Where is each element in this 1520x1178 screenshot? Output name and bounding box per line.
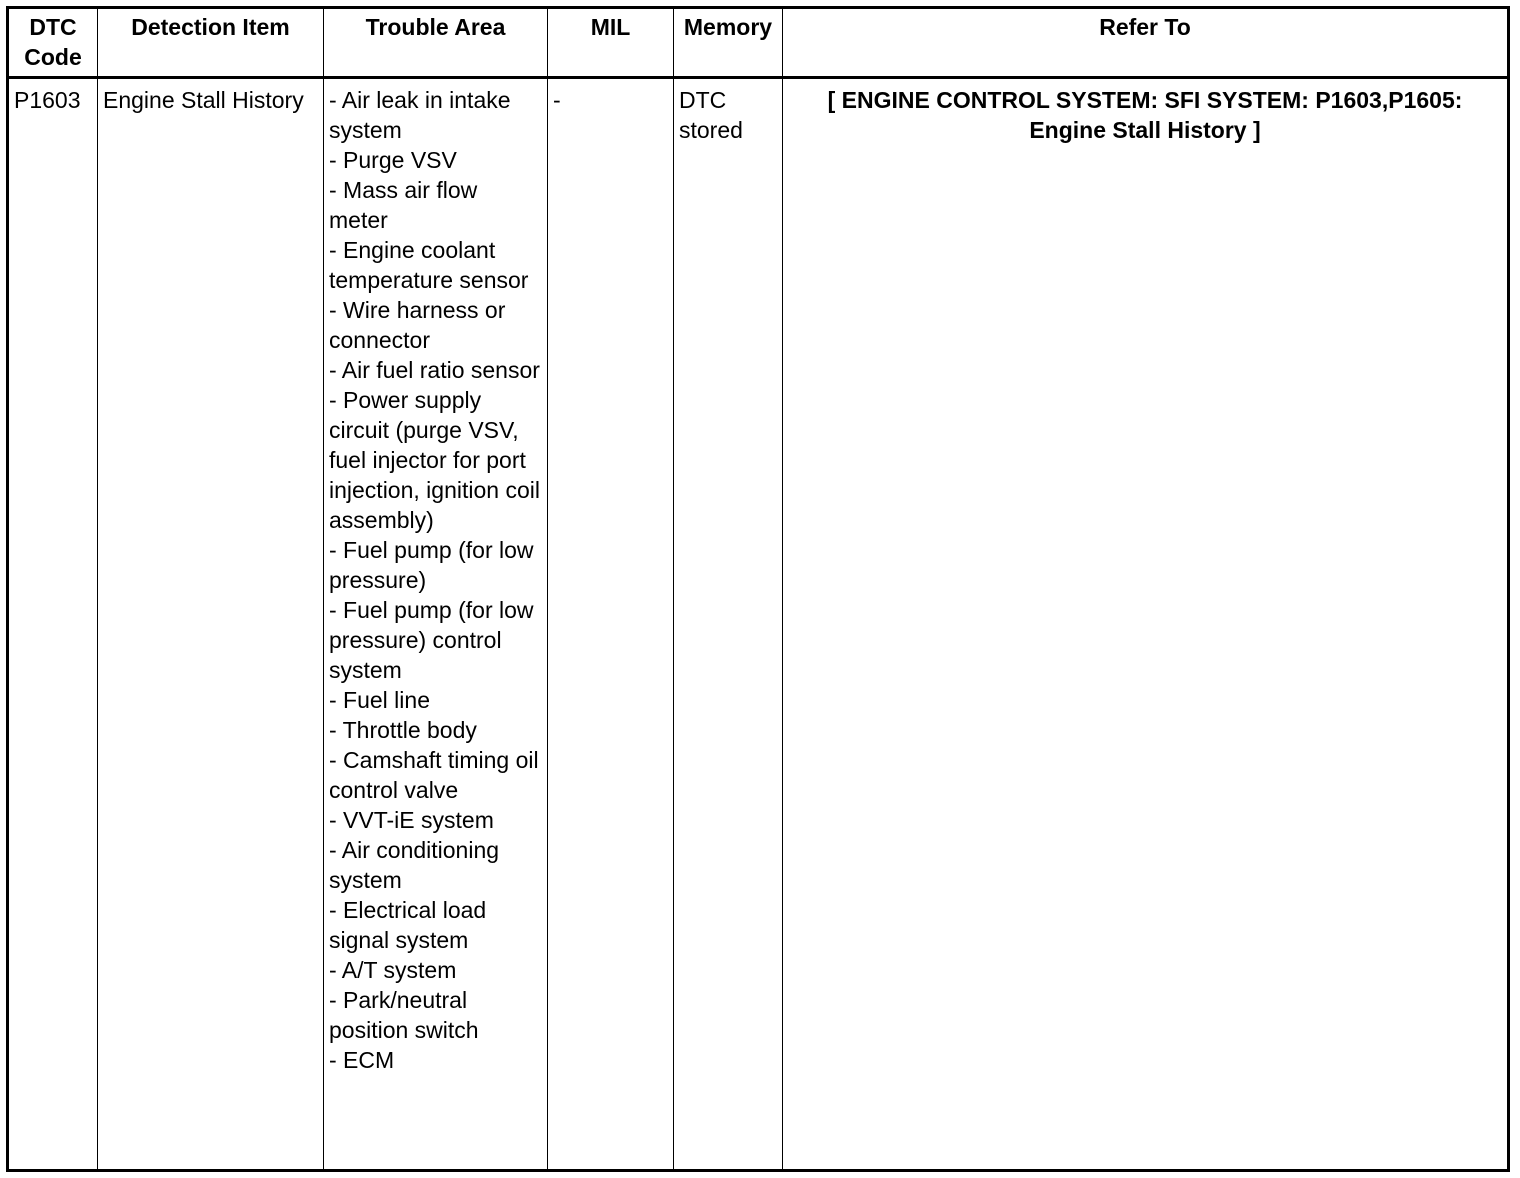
table-row <box>8 78 1509 1171</box>
trouble-area-list <box>329 85 542 1075</box>
cell-dtc-code: P1603 <box>8 78 98 1171</box>
trouble-area-item: - Air leak in intake system <box>329 87 511 143</box>
trouble-area-item: - A/T system <box>329 957 457 983</box>
trouble-area-item: - Mass air flow meter <box>329 177 478 233</box>
trouble-area-item: - Fuel line <box>329 687 430 713</box>
cell-refer-to[interactable] <box>783 78 1509 1171</box>
trouble-area-item: - Park/neutral position switch <box>329 987 479 1043</box>
trouble-area-item: - Power supply circuit (purge VSV, fuel injector for port injection, ignition coil assembly) <box>329 387 540 533</box>
trouble-area-item: - Engine coolant temperature sensor <box>329 237 529 293</box>
trouble-area-item: - Camshaft timing oil control valve <box>329 747 539 803</box>
cell-trouble-area <box>324 78 548 1171</box>
trouble-area-item: - Purge VSV <box>329 147 457 173</box>
cell-detection-item: Engine Stall History <box>98 78 324 1171</box>
trouble-area-item: - Electrical load signal system <box>329 897 487 953</box>
header-row <box>8 8 1509 78</box>
header-memory: Memory <box>674 8 783 78</box>
header-detection-item: Detection Item <box>98 8 324 78</box>
trouble-area-item: - Air fuel ratio sensor <box>329 357 540 383</box>
trouble-area-item: - Fuel pump (for low pressure) control system <box>329 597 534 683</box>
dtc-table <box>6 6 1510 1172</box>
trouble-area-item: - VVT-iE system <box>329 807 494 833</box>
refer-to-link[interactable]: [ ENGINE CONTROL SYSTEM: SFI SYSTEM: P1603,P1605: Engine Stall History ] <box>827 87 1463 143</box>
trouble-area-item: - Fuel pump (for low pressure) <box>329 537 534 593</box>
cell-mil: - <box>548 78 674 1171</box>
header-dtc-code: DTC Code <box>8 8 98 78</box>
header-refer-to: Refer To <box>783 8 1509 78</box>
header-trouble-area: Trouble Area <box>324 8 548 78</box>
trouble-area-item: - Wire harness or connector <box>329 297 506 353</box>
trouble-area-item: - Air conditioning system <box>329 837 500 893</box>
trouble-area-item: - Throttle body <box>329 717 477 743</box>
header-mil: MIL <box>548 8 674 78</box>
trouble-area-item: - ECM <box>329 1047 395 1073</box>
cell-memory: DTC stored <box>674 78 783 1171</box>
